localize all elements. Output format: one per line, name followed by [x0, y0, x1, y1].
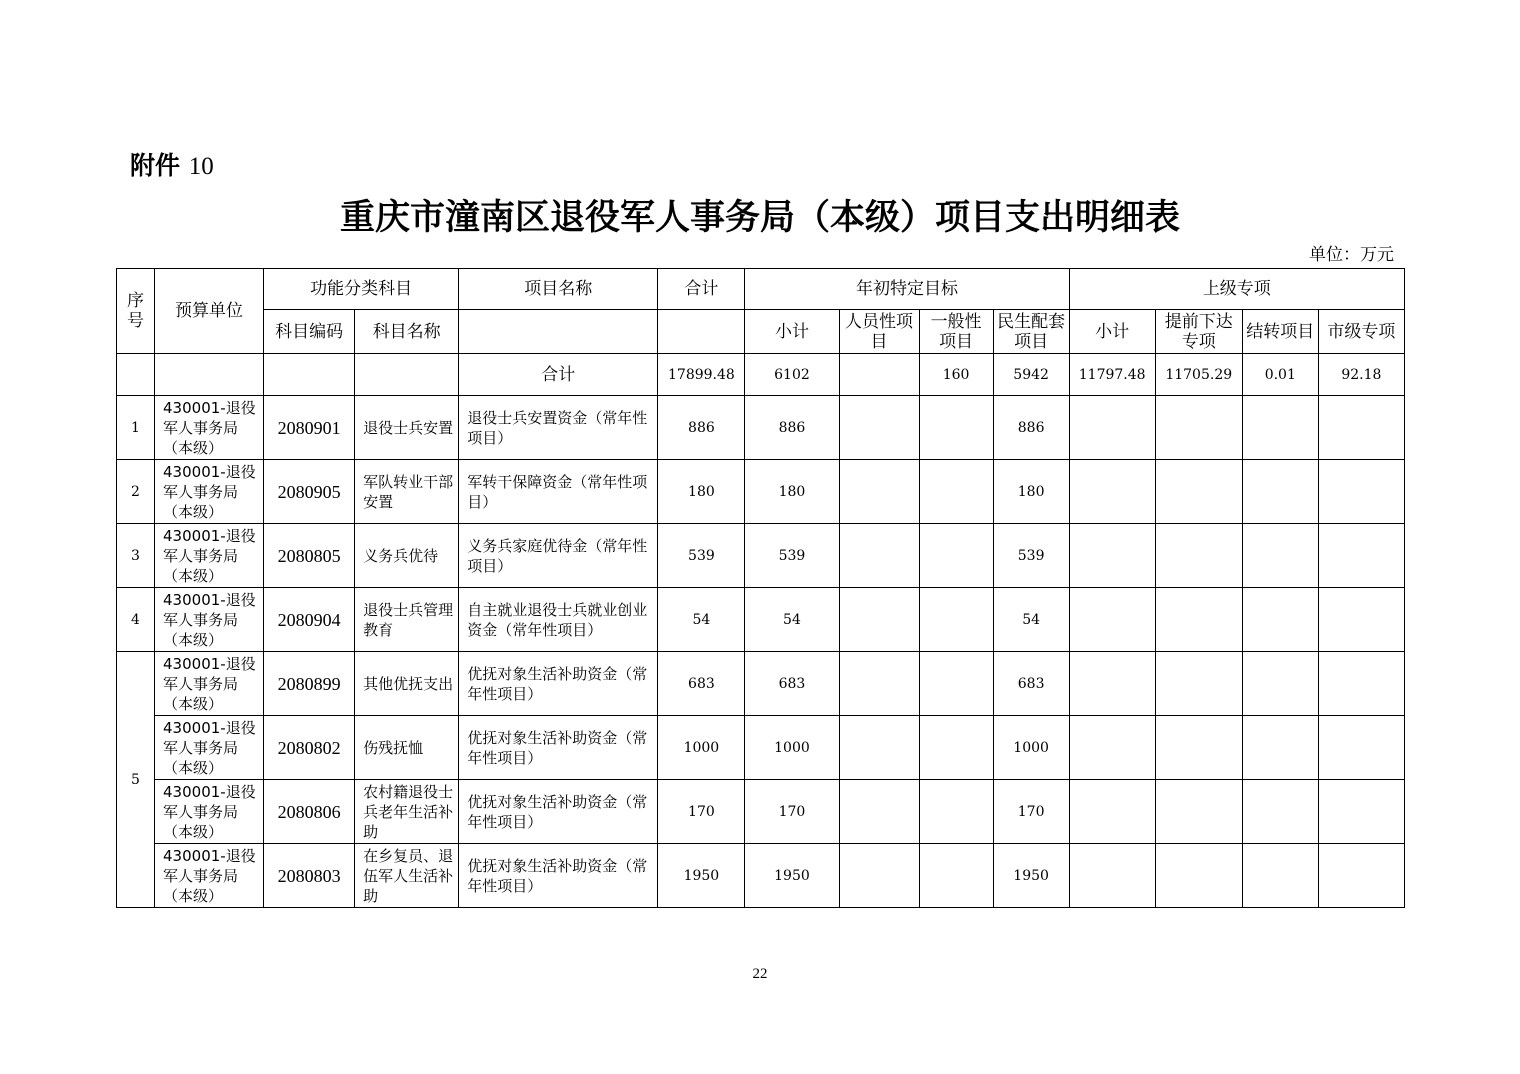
header-project-name: 项目名称	[459, 269, 658, 310]
row-livelihood: 1000	[993, 716, 1069, 780]
row-project: 军转干保障资金（常年性项目）	[459, 460, 658, 524]
header-superior: 上级专项	[1069, 269, 1404, 310]
row-personnel	[839, 652, 919, 716]
row-carryover	[1242, 652, 1318, 716]
table-row	[117, 588, 1405, 652]
row-superior-subtotal	[1069, 780, 1155, 844]
row-project: 义务兵家庭优待金（常年性项目）	[459, 524, 658, 588]
row-carryover	[1242, 716, 1318, 780]
row-general	[919, 460, 993, 524]
row-project: 优抚对象生活补助资金（常年性项目）	[459, 716, 658, 780]
header-general: 一般性项目	[919, 310, 993, 354]
row-unit: 430001-退役军人事务局（本级）	[155, 524, 264, 588]
total-general: 160	[919, 354, 993, 396]
row-city	[1318, 780, 1404, 844]
row-project: 优抚对象生活补助资金（常年性项目）	[459, 844, 658, 908]
row-advance	[1155, 588, 1242, 652]
row-unit: 430001-退役军人事务局（本级）	[155, 652, 264, 716]
row-subject: 退役士兵管理教育	[355, 588, 459, 652]
row-subtotal: 170	[745, 780, 839, 844]
row-personnel	[839, 716, 919, 780]
row-livelihood: 539	[993, 524, 1069, 588]
total-livelihood: 5942	[993, 354, 1069, 396]
row-subject: 伤残抚恤	[355, 716, 459, 780]
row-project: 自主就业退役士兵就业创业资金（常年性项目）	[459, 588, 658, 652]
row-general	[919, 844, 993, 908]
row-subtotal: 1000	[745, 716, 839, 780]
row-total: 54	[658, 588, 745, 652]
row-superior-subtotal	[1069, 396, 1155, 460]
row-general	[919, 716, 993, 780]
row-subtotal: 1950	[745, 844, 839, 908]
row-personnel	[839, 460, 919, 524]
row-code: 2080905	[264, 460, 355, 524]
row-seq: 3	[117, 524, 155, 588]
row-superior-subtotal	[1069, 652, 1155, 716]
table-row	[117, 524, 1405, 588]
row-superior-subtotal	[1069, 588, 1155, 652]
row-advance	[1155, 652, 1242, 716]
row-unit: 430001-退役军人事务局（本级）	[155, 716, 264, 780]
attachment-label	[130, 146, 214, 182]
row-city	[1318, 524, 1404, 588]
table-row	[117, 780, 1405, 844]
row-code: 2080805	[264, 524, 355, 588]
header-budget-unit: 预算单位	[155, 269, 264, 354]
row-total: 1000	[658, 716, 745, 780]
table-row	[117, 460, 1405, 524]
row-personnel	[839, 588, 919, 652]
total-total: 17899.48	[658, 354, 745, 396]
page-number: 22	[752, 966, 768, 982]
header-subject-code: 科目编码	[264, 310, 355, 354]
row-total: 886	[658, 396, 745, 460]
row-personnel	[839, 396, 919, 460]
total-advance: 11705.29	[1155, 354, 1242, 396]
total-city: 92.18	[1318, 354, 1404, 396]
attachment-text: 附件	[130, 151, 181, 180]
row-city	[1318, 844, 1404, 908]
row-seq: 2	[117, 460, 155, 524]
total-row	[117, 354, 1405, 396]
row-general	[919, 588, 993, 652]
row-carryover	[1242, 780, 1318, 844]
header-row-1	[117, 269, 1405, 310]
total-superior-subtotal: 11797.48	[1069, 354, 1155, 396]
row-carryover	[1242, 844, 1318, 908]
row-carryover	[1242, 588, 1318, 652]
row-superior-subtotal	[1069, 716, 1155, 780]
row-code: 2080803	[264, 844, 355, 908]
header-seq: 序号	[117, 269, 155, 354]
row-superior-subtotal	[1069, 844, 1155, 908]
row-subject: 其他优抚支出	[355, 652, 459, 716]
header-subject-name: 科目名称	[355, 310, 459, 354]
row-subject: 军队转业干部安置	[355, 460, 459, 524]
row-advance	[1155, 844, 1242, 908]
row-total: 539	[658, 524, 745, 588]
row-code: 2080901	[264, 396, 355, 460]
row-livelihood: 886	[993, 396, 1069, 460]
total-personnel	[839, 354, 919, 396]
total-subtotal: 6102	[745, 354, 839, 396]
row-livelihood: 54	[993, 588, 1069, 652]
header-superior-subtotal: 小计	[1069, 310, 1155, 354]
total-carryover: 0.01	[1242, 354, 1318, 396]
row-unit: 430001-退役军人事务局（本级）	[155, 780, 264, 844]
row-carryover	[1242, 460, 1318, 524]
row-personnel	[839, 524, 919, 588]
row-code: 2080899	[264, 652, 355, 716]
row-seq: 5	[117, 652, 155, 908]
unit-label: 单位：万元	[1309, 245, 1394, 265]
row-advance	[1155, 396, 1242, 460]
row-code: 2080904	[264, 588, 355, 652]
header-func-category: 功能分类科目	[264, 269, 459, 310]
row-advance	[1155, 716, 1242, 780]
attachment-number: 10	[188, 153, 214, 180]
table-row	[117, 716, 1405, 780]
row-superior-subtotal	[1069, 460, 1155, 524]
row-personnel	[839, 844, 919, 908]
row-advance	[1155, 460, 1242, 524]
row-subject: 退役士兵安置	[355, 396, 459, 460]
row-project: 退役士兵安置资金（常年性项目）	[459, 396, 658, 460]
row-superior-subtotal	[1069, 524, 1155, 588]
row-general	[919, 780, 993, 844]
row-unit: 430001-退役军人事务局（本级）	[155, 396, 264, 460]
row-code: 2080802	[264, 716, 355, 780]
header-livelihood: 民生配套项目	[993, 310, 1069, 354]
row-subject: 农村籍退役士兵老年生活补助	[355, 780, 459, 844]
row-total: 170	[658, 780, 745, 844]
row-subject: 义务兵优待	[355, 524, 459, 588]
header-annual-target: 年初特定目标	[745, 269, 1069, 310]
expenditure-table	[116, 268, 1405, 908]
row-unit: 430001-退役军人事务局（本级）	[155, 460, 264, 524]
row-city	[1318, 652, 1404, 716]
row-general	[919, 396, 993, 460]
header-advance: 提前下达专项	[1155, 310, 1242, 354]
table-row	[117, 396, 1405, 460]
row-code: 2080806	[264, 780, 355, 844]
row-total: 1950	[658, 844, 745, 908]
row-general	[919, 524, 993, 588]
row-city	[1318, 396, 1404, 460]
row-subtotal: 180	[745, 460, 839, 524]
header-blank-total	[658, 310, 745, 354]
row-livelihood: 180	[993, 460, 1069, 524]
row-livelihood: 170	[993, 780, 1069, 844]
row-general	[919, 652, 993, 716]
header-row-2	[117, 310, 1405, 354]
row-subtotal: 539	[745, 524, 839, 588]
table-body	[117, 269, 1405, 908]
table-row	[117, 844, 1405, 908]
header-city: 市级专项	[1318, 310, 1404, 354]
row-project: 优抚对象生活补助资金（常年性项目）	[459, 652, 658, 716]
header-total: 合计	[658, 269, 745, 310]
row-city	[1318, 588, 1404, 652]
row-subtotal: 886	[745, 396, 839, 460]
row-subject: 在乡复员、退伍军人生活补助	[355, 844, 459, 908]
header-personnel: 人员性项目	[839, 310, 919, 354]
row-livelihood: 683	[993, 652, 1069, 716]
row-subtotal: 683	[745, 652, 839, 716]
row-total: 180	[658, 460, 745, 524]
row-unit: 430001-退役军人事务局（本级）	[155, 844, 264, 908]
row-total: 683	[658, 652, 745, 716]
row-carryover	[1242, 396, 1318, 460]
row-carryover	[1242, 524, 1318, 588]
row-seq: 1	[117, 396, 155, 460]
row-subtotal: 54	[745, 588, 839, 652]
row-project: 优抚对象生活补助资金（常年性项目）	[459, 780, 658, 844]
row-city	[1318, 716, 1404, 780]
row-livelihood: 1950	[993, 844, 1069, 908]
row-city	[1318, 460, 1404, 524]
header-carryover: 结转项目	[1242, 310, 1318, 354]
row-advance	[1155, 780, 1242, 844]
total-label: 合计	[459, 354, 658, 396]
row-unit: 430001-退役军人事务局（本级）	[155, 588, 264, 652]
row-seq: 4	[117, 588, 155, 652]
row-advance	[1155, 524, 1242, 588]
page-title: 重庆市潼南区退役军人事务局（本级）项目支出明细表	[339, 198, 1180, 238]
header-blank-project	[459, 310, 658, 354]
header-subtotal: 小计	[745, 310, 839, 354]
table-row	[117, 652, 1405, 716]
row-personnel	[839, 780, 919, 844]
